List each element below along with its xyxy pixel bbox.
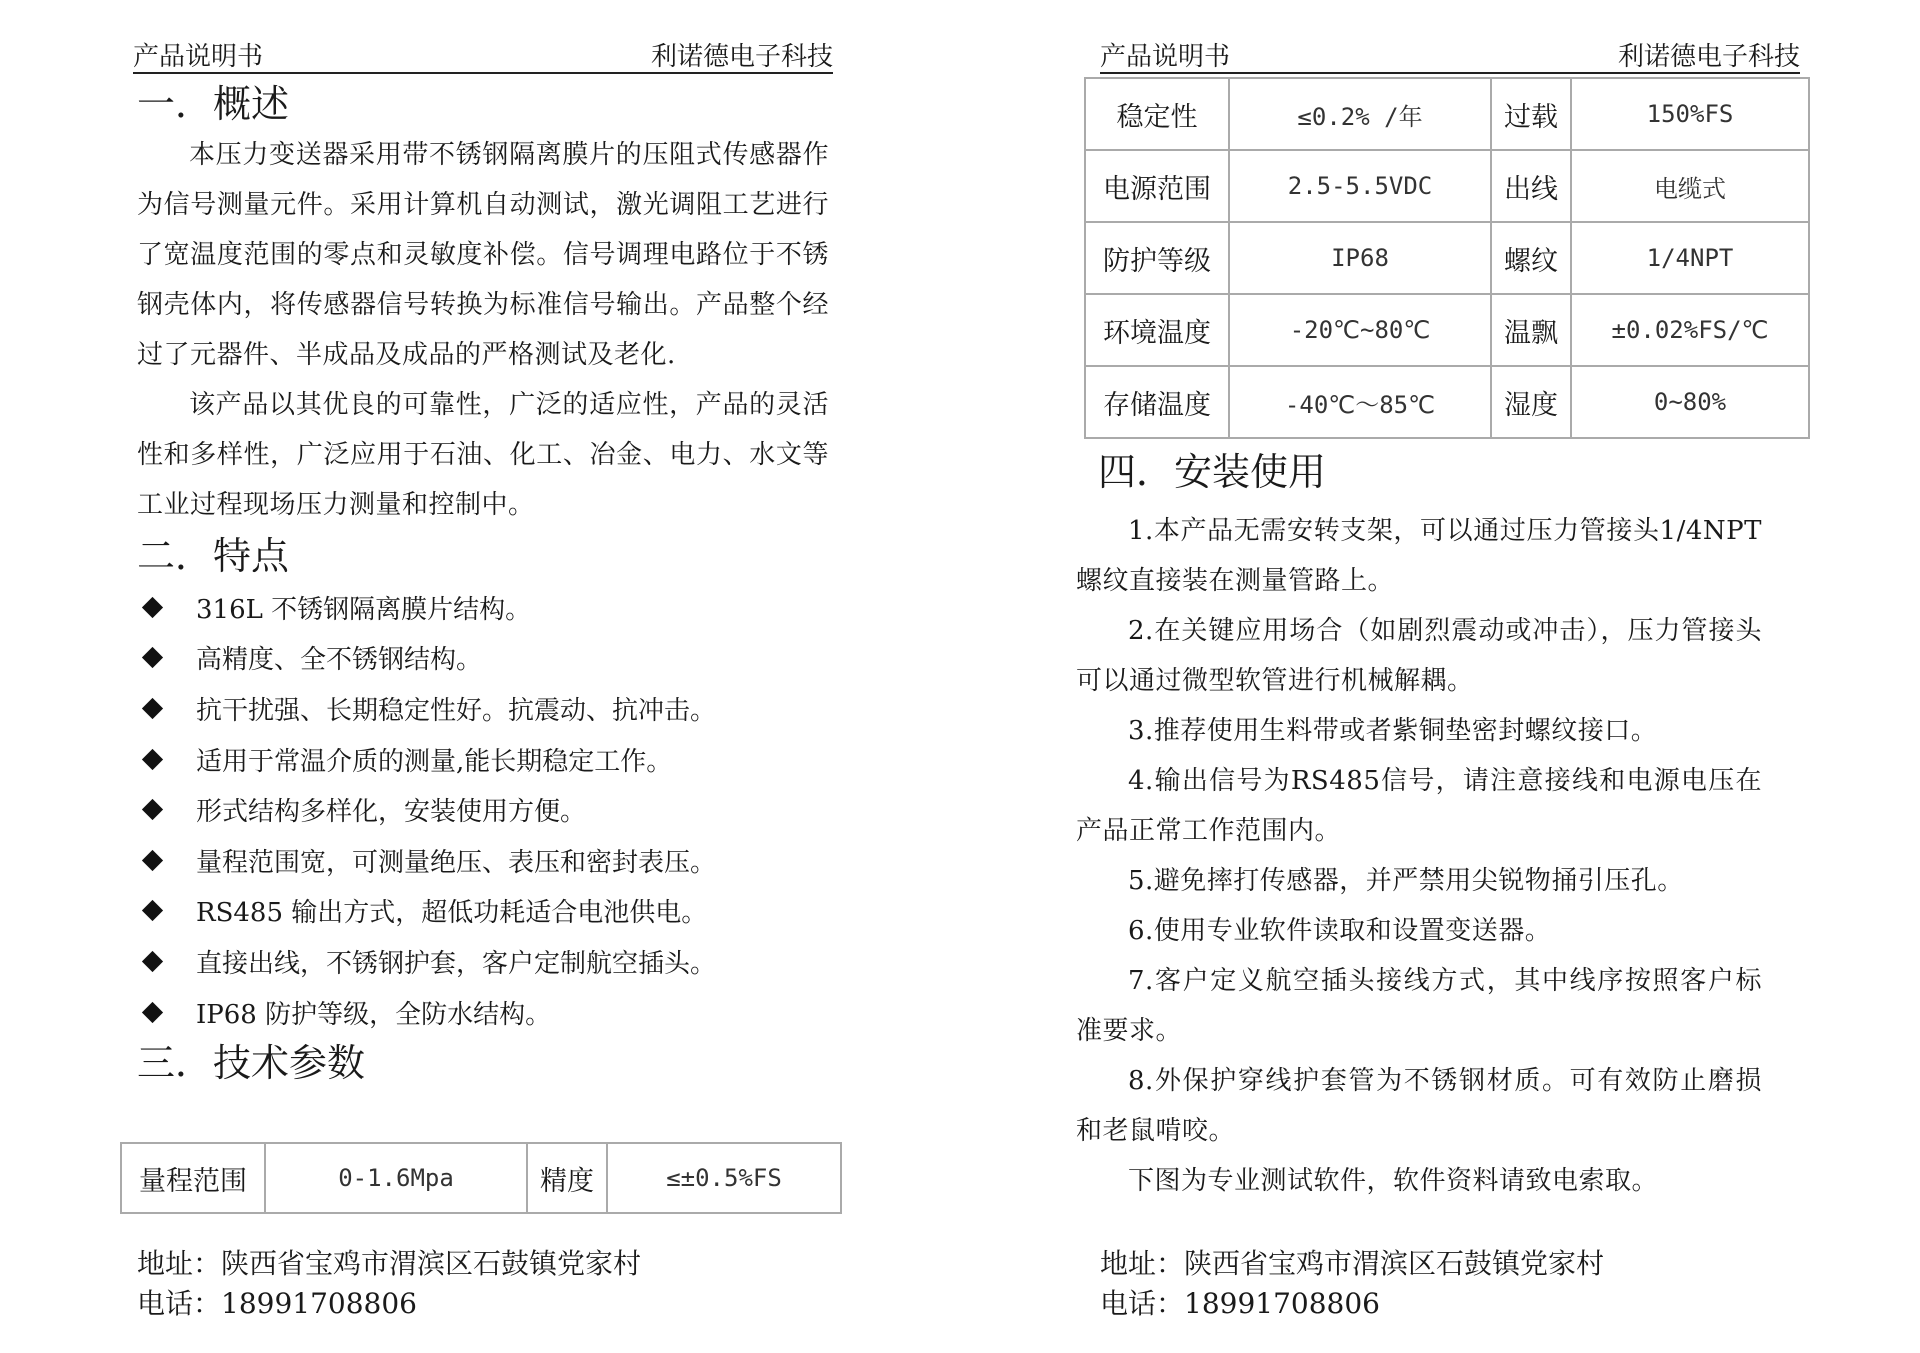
spec-value: 0~80% — [1571, 366, 1809, 438]
install-section — [1076, 446, 1762, 1206]
spec-value: ±0.02%FS/℃ — [1571, 294, 1809, 366]
spec-value: 150%FS — [1571, 78, 1809, 150]
list-item — [137, 886, 829, 937]
diamond-bullet-icon — [142, 1001, 163, 1022]
list-item — [137, 734, 829, 785]
phone-text: 电话：18991708806 — [137, 1287, 417, 1320]
spec-value: ≤0.2% /年 — [1229, 78, 1491, 150]
feature-text: 形式结构多样化，安装使用方便。 — [196, 797, 587, 828]
feature-text: RS485 输出方式，超低功耗适合电池供电。 — [196, 898, 708, 929]
spec-value: ≤±0.5%FS — [607, 1143, 841, 1213]
section-features-title: 二．特点 — [137, 534, 290, 578]
spec-label: 螺纹 — [1491, 222, 1571, 294]
table-row — [1085, 222, 1809, 294]
spec-label: 过载 — [1491, 78, 1571, 150]
spec-value: 2.5-5.5VDC — [1229, 150, 1491, 222]
page-footer — [137, 1244, 641, 1324]
software-note: 下图为专业测试软件，软件资料请致电索取。 — [1128, 1166, 1659, 1196]
table-row — [121, 1143, 841, 1213]
spec-label: 防护等级 — [1085, 222, 1229, 294]
table-row — [1085, 150, 1809, 222]
spec-label: 出线 — [1491, 150, 1571, 222]
list-item — [137, 936, 829, 987]
spec-label: 电源范围 — [1085, 150, 1229, 222]
feature-text: 高精度、全不锈钢结构。 — [196, 645, 483, 676]
spec-label: 存储温度 — [1085, 366, 1229, 438]
diamond-bullet-icon — [142, 850, 163, 871]
spec-table-right — [1084, 77, 1810, 439]
overview-paragraph-1: 本压力变送器采用带不锈钢隔离膜片的压阻式传感器作为信号测量元件。采用计算机自动测试，激光调阻工艺进行了宽温度范围的零点和灵敏度补偿。信号调理电路位于不锈钢壳体内，将传感器信号转换为标准信号输出。产品整个经过了元器件、半成品及成品的严格测试及老化. — [137, 140, 829, 370]
install-step-5: 5.避免摔打传感器，并严禁用尖锐物捅引压孔。 — [1128, 866, 1684, 896]
install-step-8: 8.外保护穿线护套管为不锈钢材质。可有效防止磨损和老鼠啃咬。 — [1076, 1066, 1762, 1146]
diamond-bullet-icon — [142, 799, 163, 820]
spec-label: 稳定性 — [1085, 78, 1229, 150]
spec-value: 1/4NPT — [1571, 222, 1809, 294]
spec-label: 精度 — [527, 1143, 607, 1213]
feature-text: 量程范围宽，可测量绝压、表压和密封表压。 — [196, 847, 717, 878]
diamond-bullet-icon — [142, 951, 163, 972]
doc-title: 产品说明书 — [1100, 42, 1231, 72]
diamond-bullet-icon — [142, 647, 163, 668]
spec-value: 电缆式 — [1571, 150, 1809, 222]
right-page — [960, 0, 1920, 1353]
page-header — [1100, 34, 1800, 74]
spec-label: 湿度 — [1491, 366, 1571, 438]
company-name: 利诺德电子科技 — [1617, 42, 1800, 72]
install-step-3: 3.推荐使用生料带或者紫铜垫密封螺纹接口。 — [1128, 716, 1658, 746]
table-row — [1085, 294, 1809, 366]
feature-text: 适用于常温介质的测量,能长期稳定工作。 — [196, 746, 673, 777]
address-text: 地址：陕西省宝鸡市渭滨区石鼓镇党家村 — [137, 1247, 642, 1280]
doc-title: 产品说明书 — [133, 42, 264, 72]
table-row — [1085, 366, 1809, 438]
diamond-bullet-icon — [142, 900, 163, 921]
install-step-1: 1.本产品无需安转支架，可以通过压力管接头1/4NPT螺纹直接装在测量管路上。 — [1076, 516, 1762, 596]
list-item — [137, 582, 829, 633]
spec-value: IP68 — [1229, 222, 1491, 294]
page-footer — [1100, 1244, 1604, 1324]
address-text: 地址：陕西省宝鸡市渭滨区石鼓镇党家村 — [1100, 1247, 1605, 1280]
section-overview-title: 一．概述 — [137, 82, 290, 126]
table-row — [1085, 78, 1809, 150]
list-item — [137, 633, 829, 684]
list-item — [137, 683, 829, 734]
section-install-title: 四．安装使用 — [1098, 450, 1327, 494]
spec-label: 环境温度 — [1085, 294, 1229, 366]
list-item — [137, 784, 829, 835]
left-content — [137, 78, 829, 1089]
install-step-7: 7.客户定义航空插头接线方式，其中线序按照客户标准要求。 — [1076, 966, 1762, 1046]
company-name: 利诺德电子科技 — [650, 42, 833, 72]
diamond-bullet-icon — [142, 597, 163, 618]
overview-paragraph-2: 该产品以其优良的可靠性，广泛的适应性，产品的灵活性和多样性，广泛应用于石油、化工、冶金、电力、水文等工业过程现场压力测量和控制中。 — [137, 390, 829, 520]
list-item — [137, 987, 829, 1038]
phone-text: 电话：18991708806 — [1100, 1287, 1380, 1320]
install-step-4: 4.输出信号为RS485信号，请注意接线和电源电压在产品正常工作范围内。 — [1076, 766, 1762, 846]
feature-text: 316L 不锈钢隔离膜片结构。 — [196, 594, 532, 625]
section-specs-title: 三．技术参数 — [137, 1041, 366, 1086]
spec-value: 0-1.6Mpa — [265, 1143, 527, 1213]
spec-label: 温飘 — [1491, 294, 1571, 366]
features-list — [137, 582, 829, 1037]
spec-value: -20℃~80℃ — [1229, 294, 1491, 366]
list-item — [137, 835, 829, 886]
page-header — [133, 34, 833, 74]
diamond-bullet-icon — [142, 698, 163, 719]
spec-value: -40℃～85℃ — [1229, 366, 1491, 438]
feature-text: 直接出线，不锈钢护套，客户定制航空插头。 — [196, 948, 717, 979]
spec-label: 量程范围 — [121, 1143, 265, 1213]
diamond-bullet-icon — [142, 748, 163, 769]
feature-text: 抗干扰强、长期稳定性好。抗震动、抗冲击。 — [196, 695, 717, 726]
feature-text: IP68 防护等级，全防水结构。 — [196, 999, 552, 1030]
install-step-6: 6.使用专业软件读取和设置变送器。 — [1128, 916, 1552, 946]
install-step-2: 2.在关键应用场合（如剧烈震动或冲击），压力管接头可以通过微型软管进行机械解耦。 — [1076, 616, 1762, 696]
spec-table-left — [120, 1142, 842, 1214]
